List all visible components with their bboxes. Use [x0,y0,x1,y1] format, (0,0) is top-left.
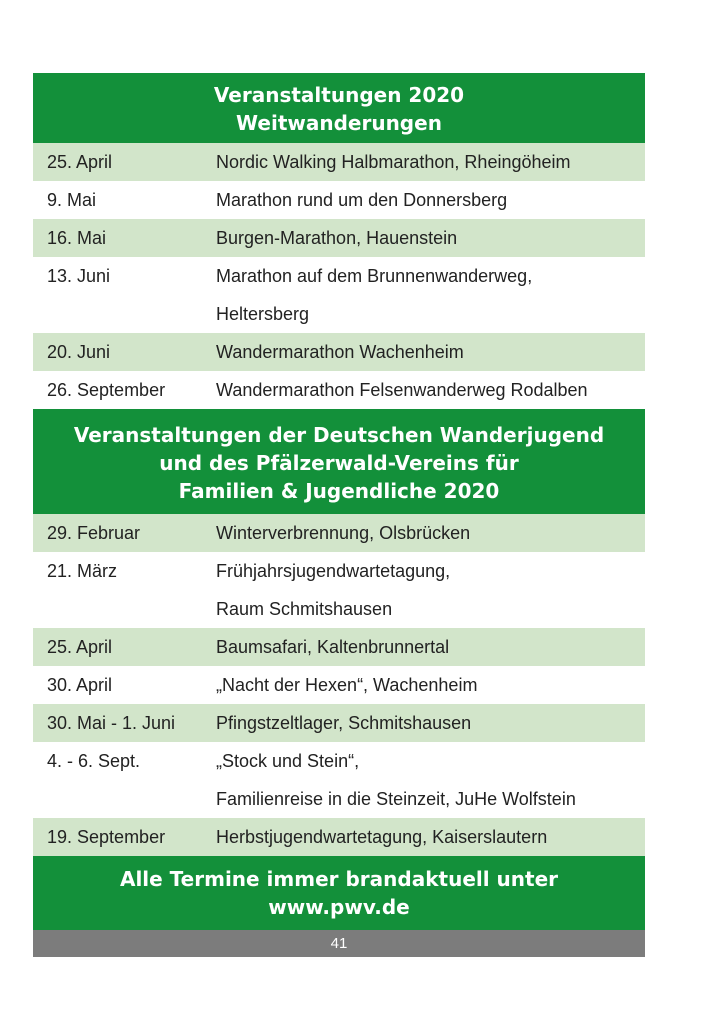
event-row [33,181,645,219]
section1-subtitle: Weitwanderungen [236,111,442,135]
page-number: 41 [330,935,348,952]
event-row [33,257,645,333]
event-desc-continued: Familienreise in die Steinzeit, JuHe Wolfstein [216,789,576,809]
event-date: 16. Mai [47,228,107,248]
section1-title: Veranstaltungen 2020 [213,83,465,107]
page [33,73,645,957]
event-desc: Winterverbrennung, Olsbrücken [216,523,471,543]
section2-header [33,409,645,514]
event-date: 4. - 6. Sept. [47,751,141,771]
event-date: 19. September [47,827,166,847]
website-banner [33,856,645,930]
event-desc: Wandermarathon Felsenwanderweg Rodalben [216,380,588,400]
event-row [33,514,645,552]
event-desc: Marathon auf dem Brunnenwanderweg, [216,266,533,286]
event-desc: „Stock und Stein“, [216,751,360,771]
event-row [33,143,645,181]
event-row [33,371,645,409]
event-row [33,704,645,742]
event-desc: Marathon rund um den Donnersberg [216,190,508,210]
event-row [33,552,645,628]
section2-title-line2: und des Pfälzerwald-Vereins für [159,451,519,475]
event-desc: Frühjahrsjugendwartetagung, [216,561,451,581]
event-desc: Pfingstzeltlager, Schmitshausen [216,713,472,733]
event-row [33,818,645,856]
page-number-bar [33,930,645,957]
event-date: 9. Mai [47,190,97,210]
event-date: 20. Juni [47,342,111,362]
banner-text: Alle Termine immer brandaktuell unter [119,867,559,891]
event-row [33,742,645,818]
event-date: 26. September [47,380,166,400]
event-date: 13. Juni [47,266,111,286]
event-desc-continued: Raum Schmitshausen [216,599,393,619]
event-desc: Nordic Walking Halbmarathon, Rheingöheim [216,152,571,172]
event-date: 25. April [47,152,113,172]
section2-title-line3: Familien & Jugendliche 2020 [178,479,500,503]
event-desc: Burgen-Marathon, Hauenstein [216,228,458,248]
event-date: 25. April [47,637,113,657]
event-date: 21. März [47,561,118,581]
event-desc: Wandermarathon Wachenheim [216,342,464,362]
event-row [33,666,645,704]
event-row [33,333,645,371]
event-desc: Herbstjugendwartetagung, Kaiserslautern [216,827,548,847]
website-link[interactable]: www.pwv.de [268,895,410,919]
event-date: 29. Februar [47,523,141,543]
event-date: 30. April [47,675,113,695]
event-date: 30. Mai - 1. Juni [47,713,176,733]
event-desc: „Nacht der Hexen“, Wachenheim [216,675,478,695]
event-row [33,219,645,257]
section2-title-line1: Veranstaltungen der Deutschen Wanderjugend [73,423,605,447]
event-desc: Baumsafari, Kaltenbrunnertal [216,637,450,657]
event-row [33,628,645,666]
event-desc-continued: Heltersberg [216,304,310,324]
section1-header [33,73,645,143]
